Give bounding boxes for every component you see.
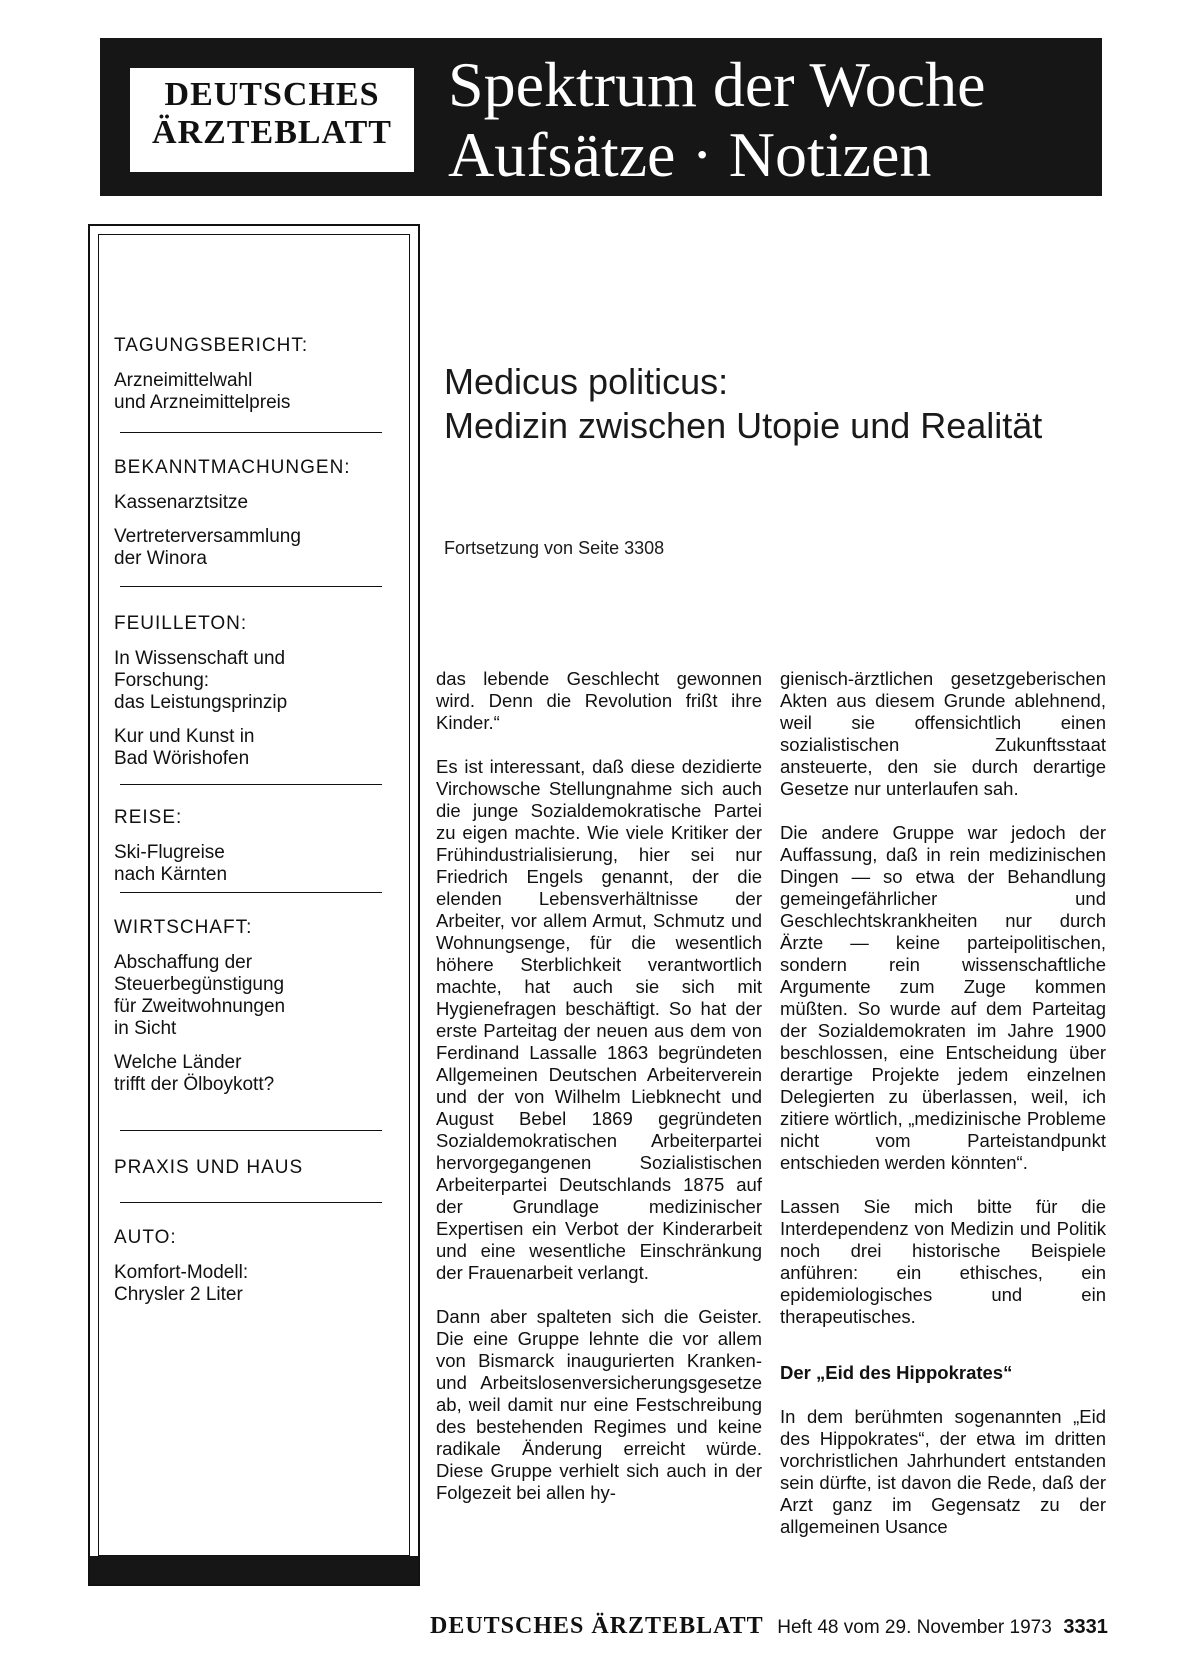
toc-item-line: Vertreterversammlung bbox=[114, 526, 301, 547]
toc-heading: FEUILLETON: bbox=[114, 613, 248, 634]
paragraph: Dann aber spalteten sich die Geister. Die eine Gruppe lehnte die vor allem von Bismarck inaugurierten Kranken- und Arbeitslosenversicherungsgesetze ab, weil damit nur eine Festschreibung des bestehenden Regimes und keine radikale Änderung erreicht würde. Diese Gruppe verhielt sich auch in der Folgezeit bei allen hy- bbox=[436, 1306, 762, 1503]
toc-item[interactable] bbox=[114, 492, 384, 514]
toc-section-feuilleton bbox=[114, 612, 384, 770]
toc-item-line: trifft der Ölboykott? bbox=[114, 1074, 275, 1095]
article-title-line-2: Medizin zwischen Utopie und Realität bbox=[444, 405, 1043, 446]
page-footer bbox=[430, 1613, 1108, 1640]
toc-section-wirtschaft bbox=[114, 916, 384, 1096]
toc-item-line: nach Kärnten bbox=[114, 864, 228, 885]
toc-item-line: In Wissenschaft und bbox=[114, 648, 286, 669]
toc-item-line: Welche Länder bbox=[114, 1052, 242, 1073]
toc-heading: AUTO: bbox=[114, 1227, 177, 1248]
sidebar-footer-bar bbox=[90, 1556, 418, 1584]
toc-item-line: und Arzneimittelpreis bbox=[114, 392, 291, 413]
toc-divider bbox=[120, 586, 382, 587]
toc-item[interactable] bbox=[114, 726, 384, 770]
paragraph: Es ist interessant, daß diese dezidierte Virchowsche Stellungnahme sich auch die junge Sozialdemokratische Partei zu eigen machte. Wie viele Kritiker der Frühindustrialisierung, hier sei nur Friedrich Engels genannt, der die elenden Lebensverhältnisse der Arbeiter, vor allem Armut, Schmutz und Wohnungsenge, für die wesentlich höhere Sterblichkeit verantwortlich machte, hat auch sie sich mit Hygienefragen beschäftigt. So hat der erste Parteitag der neuen aus dem von Ferdinand Lassalle 1863 begründeten Allgemeinen Deutschen Arbeiterverein und der von Wilhelm Liebknecht und August Bebel 1869 gegründeten Sozialdemokratischen Arbeiterpartei hervorgegangenen Sozialistischen Arbeiterpartei Deutschlands 1875 auf der Grundlage medizinischer Expertisen ein Verbot der Kinderarbeit und eine wesentliche Einschränkung der Frauenarbeit verlangt. bbox=[436, 756, 762, 1283]
toc-item[interactable] bbox=[114, 1262, 384, 1306]
toc-section-tagungsbericht bbox=[114, 334, 384, 414]
toc-heading: PRAXIS UND HAUS bbox=[114, 1157, 304, 1178]
toc-item-line: Kassenarztsitze bbox=[114, 492, 249, 513]
article-column-2 bbox=[780, 668, 1106, 1560]
section-title bbox=[448, 50, 986, 190]
toc-heading: REISE: bbox=[114, 807, 183, 828]
paragraph: In dem berühmten sogenannten „Eid des Hippokrates“, der etwa im dritten vorchristlichen Jahrhundert entstanden sein dürfte, ist davon die Rede, daß der Arzt ganz im Gegensatz zu der allgemeinen Usance bbox=[780, 1406, 1106, 1537]
toc-section-auto bbox=[114, 1226, 384, 1306]
toc-item-line: Abschaffung der bbox=[114, 952, 253, 973]
toc-item[interactable] bbox=[114, 648, 384, 714]
toc-item[interactable] bbox=[114, 370, 384, 414]
logo-line-2: ÄRZTEBLATT bbox=[152, 114, 392, 151]
toc-section-bekanntmachungen bbox=[114, 456, 384, 570]
toc-item-line: Komfort-Modell: bbox=[114, 1262, 249, 1283]
toc-divider bbox=[120, 784, 382, 785]
toc-item-line: Ski-Flugreise bbox=[114, 842, 225, 863]
paragraph: Lassen Sie mich bitte für die Interdependenz von Medizin und Politik noch drei historische Beispiele anführen: ein ethisches, ein epidemiologisches und ein therapeutisches. bbox=[780, 1196, 1106, 1327]
article-column-1 bbox=[436, 668, 762, 1526]
toc-item-line: Bad Wörishofen bbox=[114, 748, 250, 769]
toc-item-line: in Sicht bbox=[114, 1018, 177, 1039]
toc-item-line: Arzneimittelwahl bbox=[114, 370, 253, 391]
toc-item-line: Steuerbegünstigung bbox=[114, 974, 285, 995]
paragraph: das lebende Geschlecht gewonnen wird. Denn die Revolution frißt ihre Kinder.“ bbox=[436, 668, 762, 733]
toc-item-line: der Winora bbox=[114, 548, 207, 569]
toc-item-line: das Leistungsprinzip bbox=[114, 692, 288, 713]
toc-heading: WIRTSCHAFT: bbox=[114, 917, 253, 938]
page-number: 3331 bbox=[1063, 1616, 1108, 1638]
toc-divider bbox=[120, 892, 382, 893]
toc-item-line: Kur und Kunst in bbox=[114, 726, 255, 747]
toc-item-line: für Zweitwohnungen bbox=[114, 996, 286, 1017]
masthead-banner bbox=[100, 38, 1102, 196]
toc-heading: BEKANNTMACHUNGEN: bbox=[114, 457, 351, 478]
toc-item-line: Chrysler 2 Liter bbox=[114, 1284, 243, 1305]
contents-sidebar bbox=[88, 224, 420, 1586]
toc-heading: TAGUNGSBERICHT: bbox=[114, 335, 309, 356]
subheading: Der „Eid des Hippokrates“ bbox=[780, 1362, 1013, 1383]
toc-item-line: Forschung: bbox=[114, 670, 210, 691]
footer-journal-name: DEUTSCHES ÄRZTEBLATT bbox=[430, 1613, 764, 1639]
toc-item[interactable] bbox=[114, 1052, 384, 1096]
logo-line-1: DEUTSCHES bbox=[164, 76, 380, 113]
toc-item[interactable] bbox=[114, 952, 384, 1040]
journal-logo bbox=[130, 68, 414, 172]
toc-divider bbox=[120, 1130, 382, 1131]
paragraph: Die andere Gruppe war jedoch der Auffassung, daß in rein medizinischen Dingen — so etwa der Behandlung gemeingefährlicher und Geschlechtskrankheiten nur durch Ärzte — keine parteipolitischen, sondern rein wissenschaftliche Argumente zum Zuge kommen müßten. So wurde auf dem Parteitag der Sozialdemokraten im Jahre 1900 beschlossen, eine Entscheidung über derartige Projekte jedem einzelnen Delegierten zu überlassen, weil, ich zitiere wörtlich, „medizinische Probleme nicht vom Parteistandpunkt entschieden werden könnten“. bbox=[780, 822, 1106, 1173]
toc-divider bbox=[120, 1202, 382, 1203]
section-title-line-2: Aufsätze · Notizen bbox=[448, 119, 932, 190]
section-title-line-1: Spektrum der Woche bbox=[448, 49, 986, 120]
toc-item[interactable] bbox=[114, 526, 384, 570]
paragraph: gienisch-ärztlichen gesetzgeberischen Akten aus diesem Grunde ablehnend, weil sie offensichtlich einen sozialistischen Zukunftsstaat ansteuerte, den sie durch derartige Gesetze nur unterlaufen sah. bbox=[780, 668, 1106, 799]
continuation-note: Fortsetzung von Seite 3308 bbox=[444, 538, 665, 558]
article-title bbox=[444, 360, 1042, 448]
toc-item[interactable] bbox=[114, 842, 384, 886]
footer-issue: Heft 48 vom 29. November 1973 bbox=[777, 1617, 1052, 1638]
toc-section-praxis-und-haus[interactable] bbox=[114, 1156, 384, 1180]
toc-section-reise bbox=[114, 806, 384, 886]
article-title-line-1: Medicus politicus: bbox=[444, 361, 729, 402]
toc-divider bbox=[120, 432, 382, 433]
